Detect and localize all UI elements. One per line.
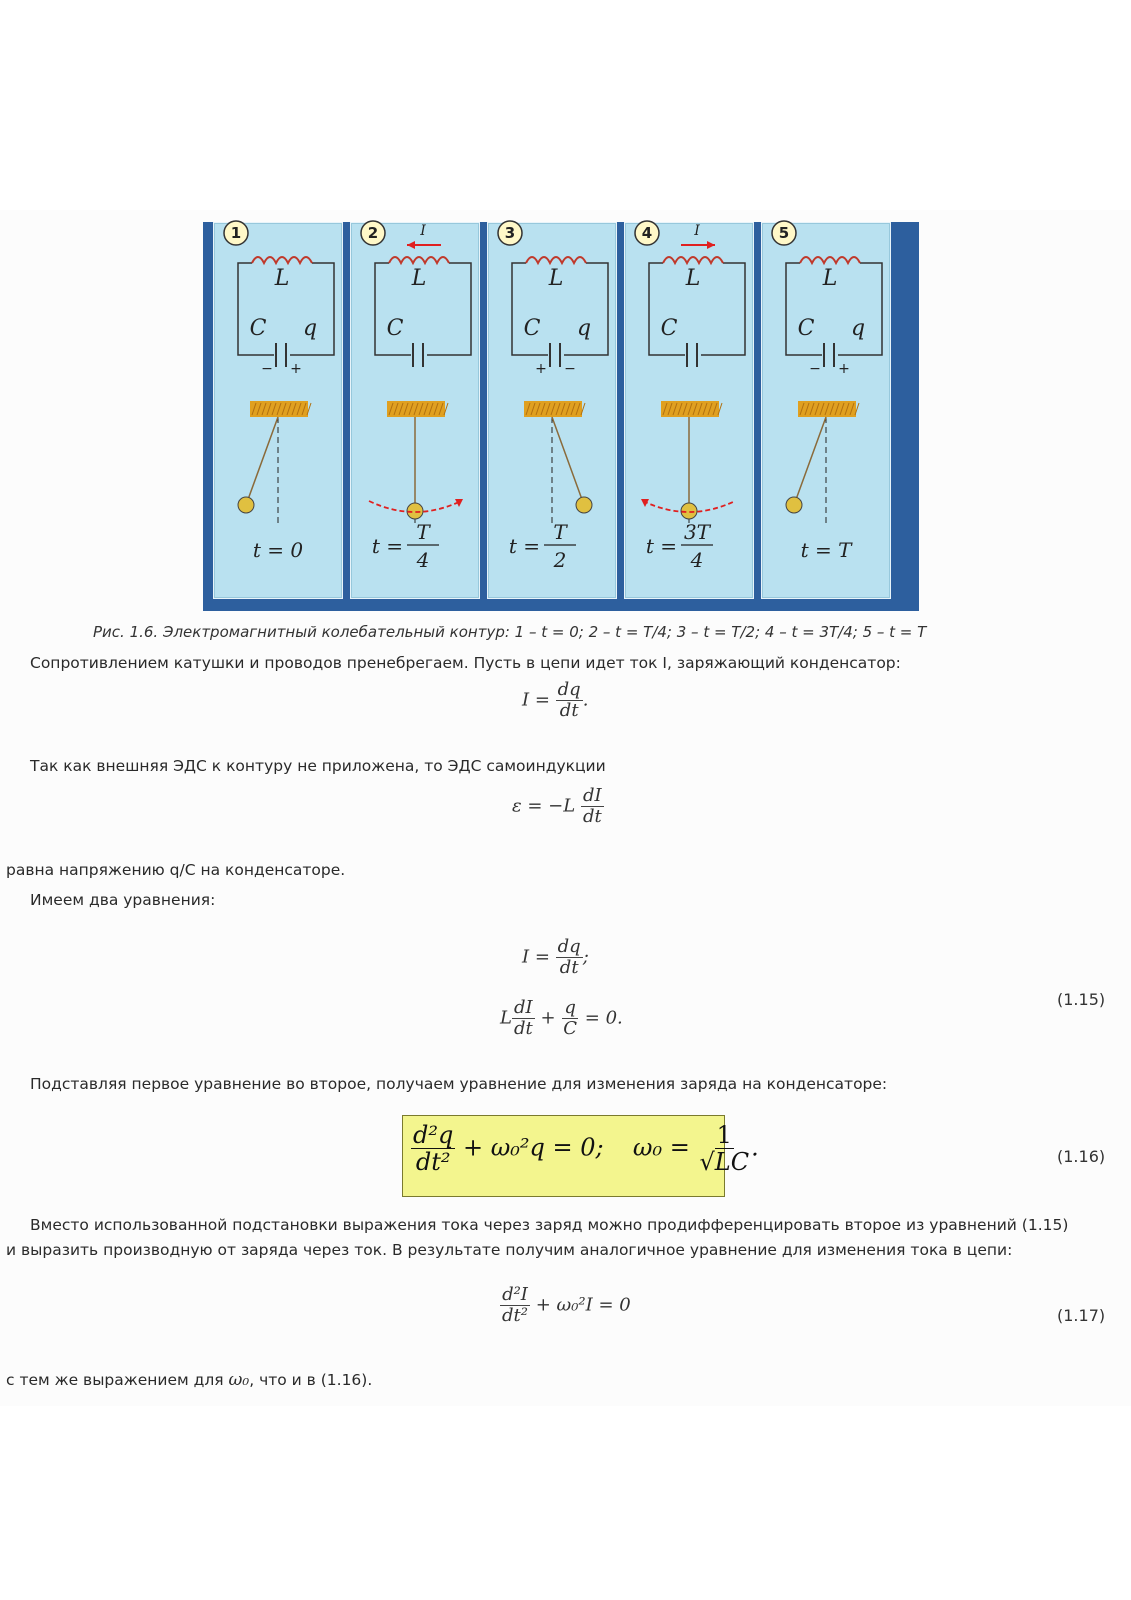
eq1-tail: . (582, 689, 589, 711)
eq3b-lead: L (500, 1007, 512, 1029)
eq3b-fraction-1 (512, 998, 535, 1039)
time-text: t = 0 (252, 538, 304, 562)
eq5-fraction (500, 1285, 530, 1326)
panel-number: 2 (367, 224, 379, 242)
inductor-label: L (548, 266, 564, 291)
current-label: I (694, 223, 700, 239)
eq1-lhs: I = (522, 689, 550, 711)
eq4-tail: . (751, 1133, 759, 1162)
figure-panel-3 (487, 222, 617, 599)
panel-drawing (214, 223, 342, 598)
eq4-omega: ω₀ = (632, 1133, 690, 1162)
eq3b-den2: C (563, 1017, 578, 1039)
eq3a-lhs: I = (522, 946, 550, 968)
eq5-num: d²I (502, 1284, 528, 1305)
time-lhs: t = (371, 534, 403, 558)
eq2-num: dI (583, 785, 602, 806)
paragraph-1: Сопротивлением катушки и проводов пренебрегаем. Пусть в цепи идет ток I, заряжающий конденсатор: (30, 654, 901, 672)
plate-sign-right: + (290, 361, 302, 377)
equation-number-1-15: (1.15) (1057, 990, 1106, 1009)
paragraph-6b: и выразить производную от заряда через ток. В результате получим аналогичное уравнение для изменения тока в цепи: (6, 1241, 1013, 1259)
plate-sign-left: + (535, 361, 547, 377)
eq4-mid: + ω₀²q = 0; (463, 1133, 604, 1162)
plate-sign-left: − (809, 361, 821, 377)
plate-sign-right: − (564, 361, 576, 377)
time-lhs: t = (508, 534, 540, 558)
eq3b-plus: + (540, 1007, 556, 1029)
equation-current-oscillation (500, 1285, 631, 1326)
eq5-den: dt² (502, 1304, 528, 1326)
highlighted-equation-box (402, 1115, 759, 1197)
time-denominator: 2 (553, 548, 567, 572)
swing-arrow-head (641, 499, 649, 507)
current-label: I (420, 223, 426, 239)
capacitor-label: C (249, 316, 267, 341)
figure-panel-5 (761, 222, 891, 599)
pendulum-string (794, 417, 826, 505)
lc-oscillation-figure (203, 222, 919, 611)
panel-drawing (625, 223, 753, 598)
pendulum-string (552, 417, 584, 505)
capacitor-label: C (523, 316, 541, 341)
paragraph-6a: Вместо использованной подстановки выражения тока через заряд можно продифференцировать второе из уравнений (1.15) (30, 1216, 1069, 1234)
time-label (801, 538, 854, 562)
equation-number-1-16: (1.16) (1057, 1147, 1106, 1166)
equation-current (522, 680, 588, 721)
time-label (253, 538, 304, 562)
eq3a-num: dq (557, 936, 581, 957)
plate-sign-right: + (838, 361, 850, 377)
eq4-den2: √LC (699, 1148, 750, 1177)
figure-caption: Рис. 1.6. Электромагнитный колебательный контур: 1 – t = 0; 2 – t = T/4; 3 – t = T/2; 4 – t = 3T/4; 5 – t = T (93, 623, 927, 641)
equation-system-a (522, 937, 589, 978)
time-lhs: t = (645, 534, 677, 558)
capacitor-label: C (797, 316, 815, 341)
eq3b-tail: = 0. (584, 1007, 623, 1029)
time-numerator: 3T (683, 520, 711, 544)
eq4-fraction-1 (411, 1122, 455, 1176)
figure-panel-2 (350, 222, 480, 599)
inductor-label: L (274, 266, 290, 291)
paragraph-3: равна напряжению q/C на конденсаторе. (6, 861, 346, 879)
equation-emf (512, 786, 604, 827)
eq4-num2: 1 (716, 1121, 732, 1149)
inductor-label: L (822, 266, 838, 291)
charge-label: q (302, 316, 318, 341)
paragraph-7 (6, 1370, 372, 1390)
paragraph-5: Подставляя первое уравнение во второе, получаем уравнение для изменения заряда на конденсаторе: (30, 1075, 888, 1093)
figure-panel-4 (624, 222, 754, 599)
pendulum-bob (576, 497, 592, 513)
paragraph-7-text-end: , что и в (1.16). (249, 1371, 373, 1389)
panel-drawing (762, 223, 890, 598)
capacitor-label: C (386, 316, 404, 341)
eq3a-tail: ; (582, 946, 589, 968)
pendulum-bob (238, 497, 254, 513)
eq3a-den: dt (559, 956, 579, 978)
eq3b-num1: dI (514, 997, 533, 1018)
plate-sign-left: − (261, 361, 273, 377)
paragraph-7-text-start: с тем же выражением для (6, 1371, 224, 1389)
inductor-label: L (411, 266, 427, 291)
time-denominator: 4 (690, 548, 704, 572)
eq2-fraction (581, 786, 604, 827)
time-denominator: 4 (416, 548, 430, 572)
pendulum-string (246, 417, 278, 505)
panel-number: 4 (641, 224, 653, 242)
eq3b-den1: dt (513, 1017, 533, 1039)
eq5-rest: + ω₀²I = 0 (535, 1294, 631, 1316)
eq4-den1: dt² (415, 1148, 451, 1177)
current-arrow-head (407, 241, 415, 249)
eq2-lhs: ε = −L (512, 795, 576, 817)
equation-number-1-17: (1.17) (1057, 1306, 1106, 1325)
eq1-num: dq (557, 679, 581, 700)
eq4-fraction-2 (698, 1122, 752, 1176)
current-arrow-head (707, 241, 715, 249)
time-text: t = T (800, 538, 852, 562)
omega-zero-symbol: ω₀ (228, 1370, 250, 1390)
panel-number: 5 (778, 224, 790, 242)
panel-number: 3 (504, 224, 516, 242)
eq3a-fraction (556, 937, 583, 978)
charge-label: q (576, 316, 592, 341)
inductor-label: L (685, 266, 701, 291)
eq4-num1: d²q (413, 1121, 454, 1149)
pendulum-bob (786, 497, 802, 513)
eq1-fraction (556, 680, 583, 721)
time-label (509, 520, 576, 572)
time-label (372, 520, 439, 572)
eq3b-num2: q (564, 997, 576, 1018)
eq3b-fraction-2 (561, 998, 579, 1039)
charge-label: q (850, 316, 866, 341)
eq1-den: dt (559, 699, 579, 721)
time-label (646, 520, 713, 572)
time-numerator: T (416, 520, 430, 544)
panel-drawing (488, 223, 616, 598)
panel-number: 1 (230, 224, 242, 242)
eq2-den: dt (582, 805, 602, 827)
equation-system-b (500, 998, 623, 1039)
paragraph-4: Имеем два уравнения: (30, 891, 216, 909)
capacitor-label: C (660, 316, 678, 341)
time-numerator: T (553, 520, 567, 544)
figure-panel-1 (213, 222, 343, 599)
paragraph-2: Так как внешняя ЭДС к контуру не приложена, то ЭДС самоиндукции (30, 757, 606, 775)
panel-drawing (351, 223, 479, 598)
